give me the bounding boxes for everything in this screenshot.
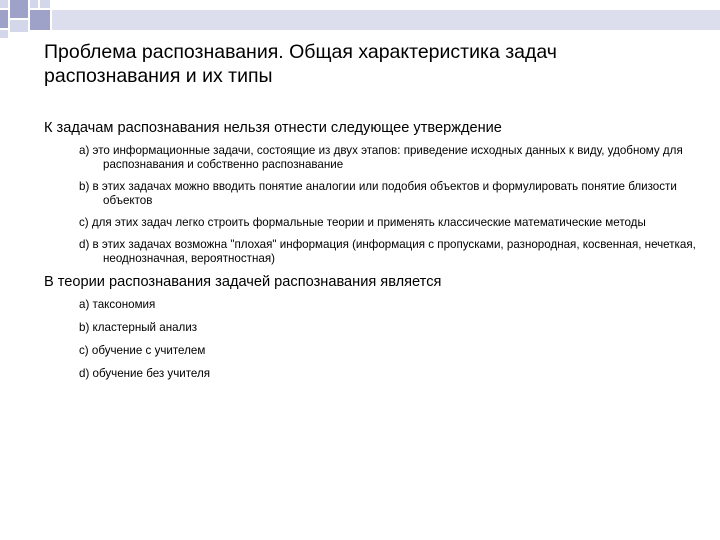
decor-square bbox=[10, 0, 28, 18]
question-1-answers bbox=[44, 144, 704, 266]
header-bar bbox=[52, 10, 720, 30]
decor-square bbox=[30, 10, 50, 30]
slide-title-line-1: Проблема распознавания. Общая характеристика задач bbox=[44, 41, 557, 63]
answer-option: c) обучение с учителем bbox=[79, 344, 206, 357]
decor-square bbox=[0, 10, 8, 28]
slide-title bbox=[44, 40, 694, 88]
answer-option: d) в этих задачах возможна "плохая" информация (информация с пропусками, разнородная, косвенная, нечеткая, неоднозначная, вероятностная) bbox=[79, 238, 696, 265]
answer-option: a) это информационные задачи, состоящие из двух этапов: приведение исходных данных к виду, удобному для распознавания и собственно распознавание bbox=[79, 144, 683, 171]
answer-option: b) кластерный анализ bbox=[79, 321, 198, 334]
decor-square bbox=[40, 0, 50, 8]
answer-option: b) в этих задачах можно вводить понятие аналогии или подобия объектов и формулировать понятие близости объектов bbox=[79, 180, 677, 207]
answer-option: c) для этих задач легко строить формальные теории и применять классические математические методы bbox=[79, 216, 646, 229]
decor-square bbox=[0, 0, 8, 8]
answer-option: d) обучение без учителя bbox=[79, 367, 211, 380]
question-1: К задачам распознавания нельзя отнести следующее утверждение bbox=[44, 120, 502, 136]
slide-title-line-2: распознавания и их типы bbox=[44, 65, 273, 87]
decor-square bbox=[0, 30, 8, 38]
question-2: В теории распознавания задачей распознавания является bbox=[44, 274, 442, 290]
answer-option: a) таксономия bbox=[79, 298, 156, 311]
decor-square bbox=[30, 0, 38, 8]
slide-content bbox=[44, 120, 704, 390]
question-2-answers bbox=[44, 298, 704, 381]
decor-square bbox=[10, 20, 28, 32]
